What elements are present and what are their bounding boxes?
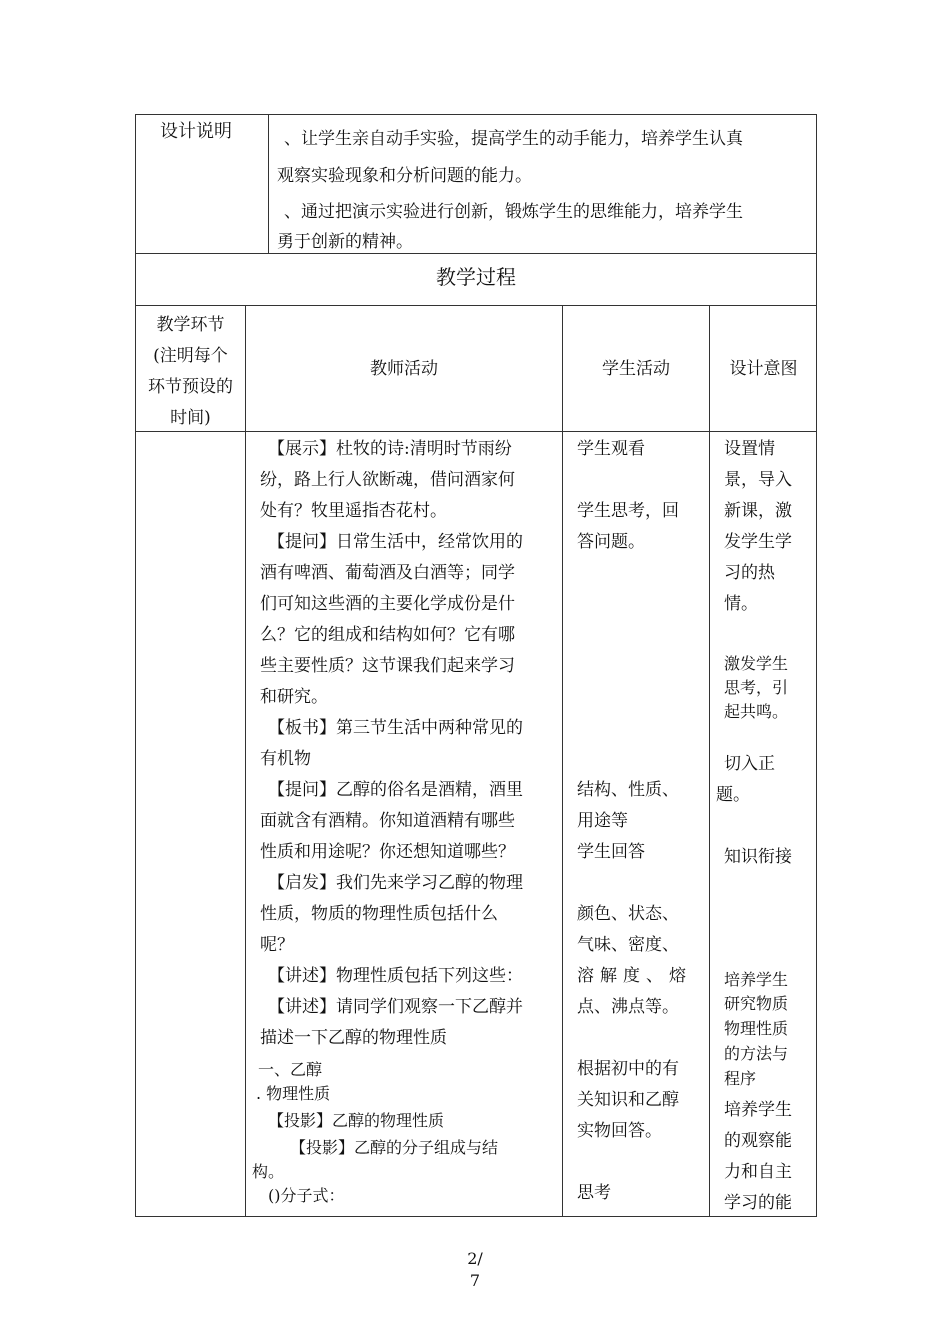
process-title: 教学过程 xyxy=(436,265,516,289)
intent-line: 研究物质 xyxy=(724,994,789,1013)
teacher-line: 【启发】我们先来学习乙醇的物理 xyxy=(268,873,523,893)
row-divider-title xyxy=(135,305,817,306)
teacher-line: 【提问】日常生活中，经常饮用的 xyxy=(268,532,523,552)
teacher-line: 有机物 xyxy=(260,749,311,769)
student-line: 学生思考，回 xyxy=(577,501,679,521)
teacher-line: 们可知这些酒的主要化学成份是什 xyxy=(260,594,515,614)
teacher-line: 和研究。 xyxy=(260,687,328,707)
page-number: 2/ xyxy=(467,1249,483,1268)
column-divider-stage xyxy=(245,305,246,1217)
teacher-line: 处有？牧里遥指杏花村。 xyxy=(260,501,447,521)
page-number-total: 7 xyxy=(469,1271,481,1290)
design-label: 设计说明 xyxy=(160,121,232,142)
student-line: 学生观看 xyxy=(577,439,645,459)
student-line: 答问题。 xyxy=(577,532,645,552)
student-line: 溶解度、熔 xyxy=(577,966,692,986)
intent-line: 思考，引 xyxy=(724,678,789,697)
student-line: 结构、性质、 xyxy=(577,780,679,800)
student-line: 根据初中的有 xyxy=(577,1059,679,1079)
teacher-line: 纷，路上行人欲断魂，借问酒家何 xyxy=(260,470,515,490)
row-divider-design xyxy=(135,253,817,254)
teacher-line: 描述一下乙醇的物理性质 xyxy=(260,1028,447,1048)
teacher-line: 性质，物质的物理性质包括什么 xyxy=(260,904,498,924)
intent-line: 习的热 xyxy=(724,563,775,583)
teacher-line: 【展示】杜牧的诗:清明时节雨纷 xyxy=(268,439,512,459)
intent-line: 学习的能 xyxy=(724,1193,792,1213)
intent-line: 激发学生 xyxy=(724,654,789,673)
student-line: 思考 xyxy=(577,1183,611,1203)
intent-line: 知识衔接 xyxy=(724,847,792,867)
intent-line: 设置情 xyxy=(724,439,775,459)
design-line: 、通过把演示实验进行创新，锻炼学生的思维能力，培养学生 xyxy=(284,202,743,222)
teacher-line: 么？它的组成和结构如何？它有哪 xyxy=(260,625,515,645)
header-stage: 时间) xyxy=(170,408,211,428)
header-teacher: 教师活动 xyxy=(370,359,438,379)
design-line: 、让学生亲自动手实验，提高学生的动手能力，培养学生认真 xyxy=(284,129,743,149)
teacher-line: 酒有啤酒、葡萄酒及白酒等；同学 xyxy=(260,563,515,583)
teacher-line: 些主要性质？这节课我们起来学习 xyxy=(260,656,515,676)
teacher-line: 构。 xyxy=(252,1162,285,1181)
header-student: 学生活动 xyxy=(602,359,670,379)
student-line: 关知识和乙醇 xyxy=(577,1090,679,1110)
column-divider-teacher xyxy=(562,305,563,1217)
column-divider-student xyxy=(709,305,710,1217)
student-line: 点、沸点等。 xyxy=(577,997,679,1017)
intent-line: 情。 xyxy=(724,594,758,614)
teacher-line: 【讲述】请同学们观察一下乙醇并 xyxy=(268,997,523,1017)
design-line: 勇于创新的精神。 xyxy=(277,232,413,252)
header-stage: 环节预设的 xyxy=(148,377,233,397)
intent-line: 物理性质 xyxy=(724,1019,789,1038)
intent-line: 培养学生 xyxy=(724,970,789,989)
intent-line: 的方法与 xyxy=(724,1044,789,1063)
teacher-line: 【投影】乙醇的物理性质 xyxy=(268,1111,445,1130)
student-line: 气味、密度、 xyxy=(577,935,679,955)
student-line: 颜色、状态、 xyxy=(577,904,679,924)
intent-line: 起共鸣。 xyxy=(724,702,789,721)
header-intent: 设计意图 xyxy=(729,359,798,379)
student-line: 实物回答。 xyxy=(577,1121,662,1141)
intent-line: 的观察能 xyxy=(724,1131,792,1151)
intent-line: 培养学生 xyxy=(724,1100,792,1120)
intent-line: 程序 xyxy=(724,1069,757,1088)
teacher-line: 【提问】乙醇的俗名是酒精，酒里 xyxy=(268,780,523,800)
teacher-line: 呢？ xyxy=(260,935,294,955)
intent-line: 切入正 xyxy=(724,754,775,774)
teacher-line: 【讲述】物理性质包括下列这些： xyxy=(268,966,523,986)
intent-line: 发学生学 xyxy=(724,532,792,552)
intent-line: 题。 xyxy=(716,785,750,805)
teacher-line: ()分子式： xyxy=(268,1186,345,1205)
intent-line: 力和自主 xyxy=(724,1162,792,1182)
teacher-line: . 物理性质 xyxy=(256,1084,331,1103)
teacher-line: 面就含有酒精。你知道酒精有哪些 xyxy=(260,811,515,831)
header-stage: (注明每个 xyxy=(153,346,228,366)
design-line: 观察实验现象和分析问题的能力。 xyxy=(277,166,532,186)
header-stage: 教学环节 xyxy=(156,315,225,335)
student-line: 用途等 xyxy=(577,811,628,831)
student-line: 学生回答 xyxy=(577,842,645,862)
intent-line: 新课，激 xyxy=(724,501,792,521)
intent-line: 景，导入 xyxy=(724,470,792,490)
teacher-line: 一、乙醇 xyxy=(258,1060,323,1079)
design-label-divider xyxy=(268,114,269,253)
teacher-line: 【板书】第三节生活中两种常见的 xyxy=(268,718,523,738)
teacher-line: 性质和用途呢？你还想知道哪些？ xyxy=(260,842,515,862)
teacher-line: 【投影】乙醇的分子组成与结 xyxy=(290,1138,499,1157)
